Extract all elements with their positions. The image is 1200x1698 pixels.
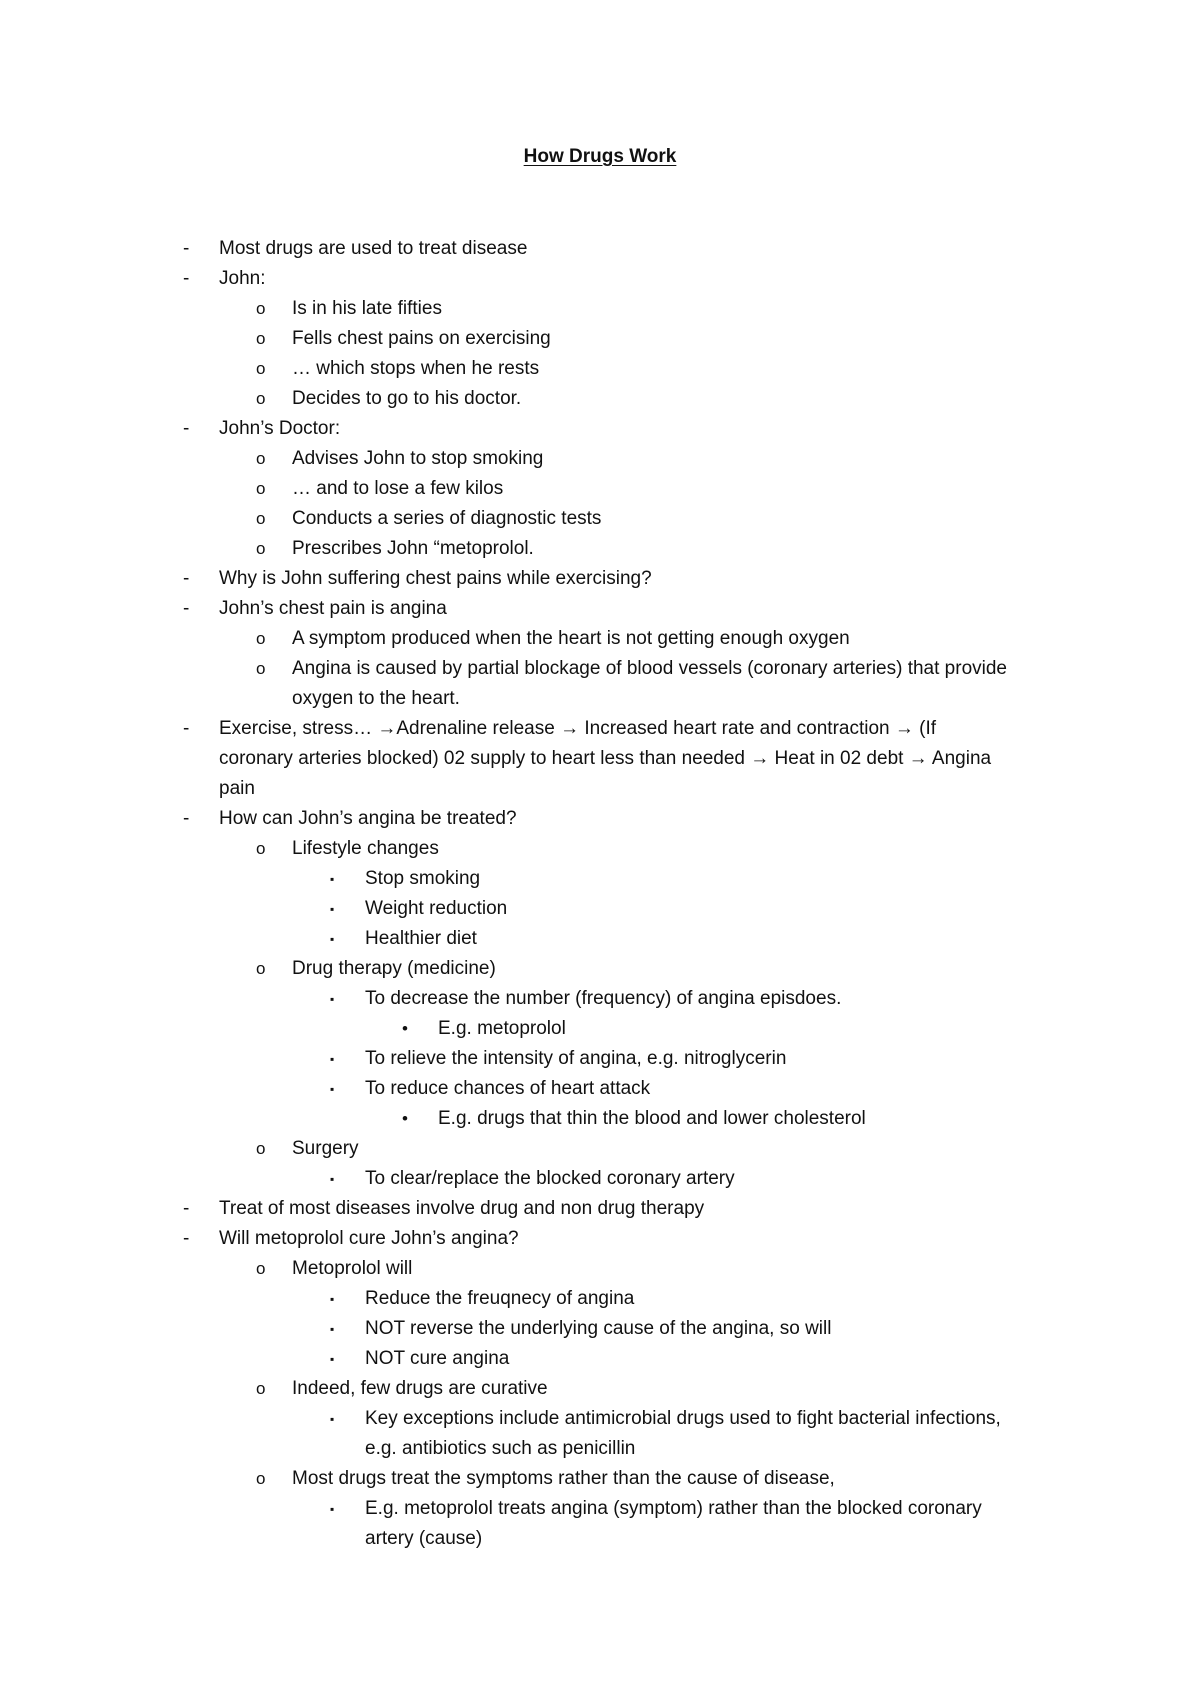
dash-bullet: - <box>183 1198 190 1219</box>
document-title: How Drugs Work <box>523 146 677 167</box>
circle-bullet: o <box>256 479 266 498</box>
list-item: Is in his late fifties <box>292 298 442 319</box>
square-bullet: ▪ <box>330 1172 335 1186</box>
circle-bullet: o <box>256 839 266 858</box>
circle-bullet: o <box>256 1259 266 1278</box>
list-item: Why is John suffering chest pains while exercising? <box>219 568 652 589</box>
circle-bullet: o <box>256 509 266 528</box>
list-item: Conducts a series of diagnostic tests <box>292 508 602 529</box>
list-item: To relieve the intensity of angina, e.g. nitroglycerin <box>365 1048 787 1069</box>
list-item: Will metoprolol cure John’s angina? <box>219 1228 519 1249</box>
square-bullet: ▪ <box>330 1322 335 1336</box>
square-bullet: ▪ <box>330 1412 335 1426</box>
list-item: Angina is caused by partial blockage of blood vessels (coronary arteries) that provide <box>292 658 1007 679</box>
list-item: Stop smoking <box>365 868 481 889</box>
list-item: Weight reduction <box>365 898 508 919</box>
list-item: NOT reverse the underlying cause of the angina, so will <box>365 1318 832 1339</box>
list-item: Fells chest pains on exercising <box>292 328 551 349</box>
dash-bullet: - <box>183 238 190 259</box>
list-item: Indeed, few drugs are curative <box>292 1378 548 1399</box>
circle-bullet: o <box>256 359 266 378</box>
square-bullet: ▪ <box>330 932 335 946</box>
list-item: Treat of most diseases involve drug and non drug therapy <box>219 1198 705 1219</box>
list-item: John: <box>219 268 266 289</box>
list-item: Key exceptions include antimicrobial drugs used to fight bacterial infections, <box>365 1408 1001 1429</box>
list-item: E.g. metoprolol treats angina (symptom) rather than the blocked coronary <box>365 1498 982 1519</box>
list-item: Advises John to stop smoking <box>292 448 544 469</box>
list-item: NOT cure angina <box>365 1348 510 1369</box>
square-bullet: ▪ <box>330 992 335 1006</box>
circle-bullet: o <box>256 389 266 408</box>
dash-bullet: - <box>183 1228 190 1249</box>
list-item-continuation: pain <box>219 778 255 799</box>
list-item: … and to lose a few kilos <box>292 478 504 499</box>
list-item: Most drugs are used to treat disease <box>219 238 528 259</box>
list-item: To reduce chances of heart attack <box>365 1078 651 1099</box>
list-item: How can John’s angina be treated? <box>219 808 517 829</box>
list-item: Surgery <box>292 1138 359 1159</box>
circle-bullet: o <box>256 449 266 468</box>
circle-bullet: o <box>256 1379 266 1398</box>
square-bullet: ▪ <box>330 1052 335 1066</box>
list-item: Reduce the freuqnecy of angina <box>365 1288 635 1309</box>
list-item-continuation: coronary arteries blocked) 02 supply to heart less than needed → Heat in 02 debt → Angina <box>219 748 992 769</box>
square-bullet: ▪ <box>330 1502 335 1516</box>
list-item: Prescribes John “metoprolol. <box>292 538 534 559</box>
list-item: To decrease the number (frequency) of angina episdoes. <box>365 988 842 1009</box>
round-bullet: • <box>402 1109 408 1128</box>
list-item: Most drugs treat the symptoms rather than the cause of disease, <box>292 1468 835 1489</box>
square-bullet: ▪ <box>330 1292 335 1306</box>
dash-bullet: - <box>183 268 190 289</box>
list-item: Exercise, stress… →Adrenaline release → Increased heart rate and contraction → (If <box>219 718 937 739</box>
circle-bullet: o <box>256 1139 266 1158</box>
circle-bullet: o <box>256 539 266 558</box>
circle-bullet: o <box>256 1469 266 1488</box>
list-item: Healthier diet <box>365 928 477 949</box>
list-item: Decides to go to his doctor. <box>292 388 522 409</box>
list-item: E.g. metoprolol <box>438 1018 566 1039</box>
dash-bullet: - <box>183 808 190 829</box>
list-item: To clear/replace the blocked coronary artery <box>365 1168 735 1189</box>
list-item: John’s chest pain is angina <box>219 598 447 619</box>
list-item: E.g. drugs that thin the blood and lower cholesterol <box>438 1108 866 1129</box>
list-item-continuation: artery (cause) <box>365 1528 483 1549</box>
circle-bullet: o <box>256 329 266 348</box>
list-item-continuation: e.g. antibiotics such as penicillin <box>365 1438 636 1459</box>
dash-bullet: - <box>183 598 190 619</box>
square-bullet: ▪ <box>330 1082 335 1096</box>
circle-bullet: o <box>256 959 266 978</box>
circle-bullet: o <box>256 629 266 648</box>
list-item: A symptom produced when the heart is not getting enough oxygen <box>292 628 850 649</box>
round-bullet: • <box>402 1019 408 1038</box>
list-item: Drug therapy (medicine) <box>292 958 496 979</box>
circle-bullet: o <box>256 659 266 678</box>
square-bullet: ▪ <box>330 902 335 916</box>
list-item: … which stops when he rests <box>292 358 540 379</box>
list-item: Metoprolol will <box>292 1258 413 1279</box>
square-bullet: ▪ <box>330 872 335 886</box>
list-item: Lifestyle changes <box>292 838 439 859</box>
circle-bullet: o <box>256 299 266 318</box>
dash-bullet: - <box>183 568 190 589</box>
list-item: John’s Doctor: <box>219 418 341 439</box>
dash-bullet: - <box>183 418 190 439</box>
square-bullet: ▪ <box>330 1352 335 1366</box>
list-item-continuation: oxygen to the heart. <box>292 688 460 709</box>
dash-bullet: - <box>183 718 190 739</box>
